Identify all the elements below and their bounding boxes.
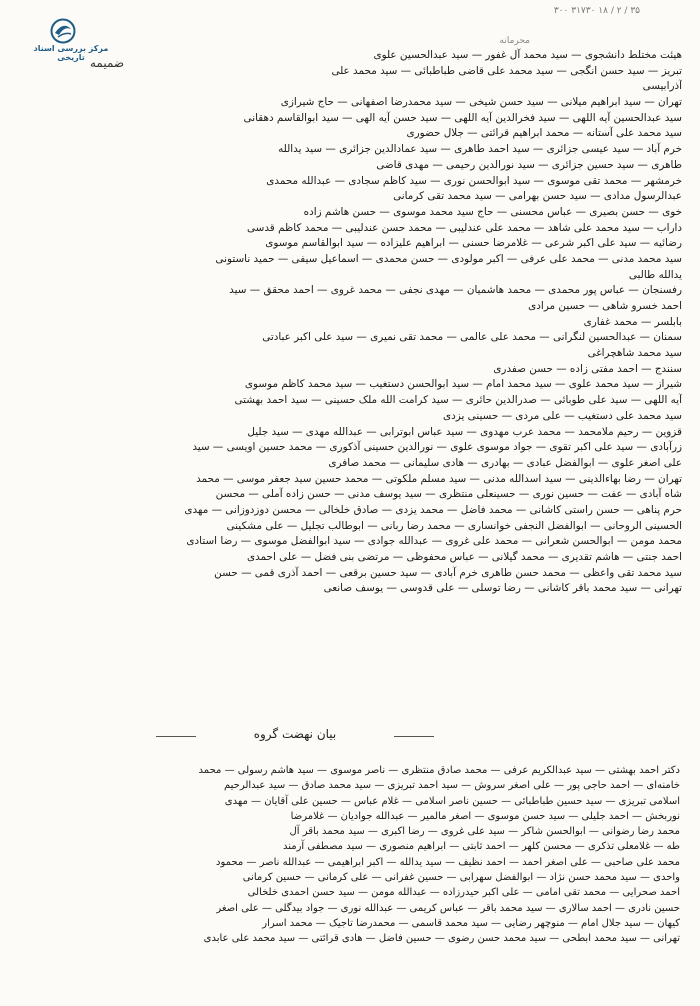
second-names-list	[34, 763, 680, 992]
header-reference-number: ۳۵ / ۲ / ۱۸ ۳۱۷۳۰ ۳۰۰	[553, 6, 640, 16]
archive-logo-icon	[50, 18, 76, 44]
corner-handwritten-mark: ضمیمه	[90, 56, 125, 70]
list-line: دکتر احمد بهشتی — سید عبدالکریم عرفی — محمد صادق منتظری — ناصر موسوی — سید هاشم رسولی — محمد	[198, 765, 680, 776]
archive-logo-text: مرکز بررسی اسناد تاریخی	[33, 44, 109, 62]
list-line: سمنان — عبدالحسین لنگرانی — محمد علی عالمی — محمد تقی نمیری — سید علی اکبر عبادتی	[262, 331, 682, 344]
list-line: سنندج — احمد مفتی زاده — حسن صفدری	[493, 362, 682, 375]
list-line: سید محمد علی آستانه — محمد ابراهیم قرائتی — جلال حضوری	[406, 127, 682, 140]
list-line: خرم آباد — سید عیسی جزائری — سید احمد طاهری — سید عمادالدین جزائری — سید یدالله	[278, 143, 682, 156]
list-line: تبریز — سید حسن انگجی — سید محمد علی قاضی طباطبائی — سید محمد علی	[331, 64, 682, 77]
list-line	[40, 676, 682, 692]
list-line: احمد صحرایی — محمد تقی امامی — علی اکبر حیدرزاده — عبدالله مومن — سید حسن احمدی خلخالی	[247, 887, 680, 899]
list-line	[40, 613, 682, 629]
list-line: خوی — حسن بصیری — عباس محسنی — حاج سید محمد موسوی — حسن هاشم زاده	[303, 205, 682, 218]
list-line: بابلسر — محمد غفاری	[583, 315, 682, 328]
list-line: عبدالرسول مدادی — سید حسن بهرامی — سید محمد تقی کرمانی	[393, 190, 682, 203]
list-line: تهران — سید ابراهیم میلانی — سید حسن شیخی — سید محمدرضا اصفهانی — حاج شیرازی	[280, 96, 682, 109]
list-line: حرم پناهی — حسن راستی کاشانی — محمد فاضل — محمد یزدی — صادق خلخالی — محسن دوزدوزانی — مهدی	[184, 503, 682, 516]
section-heading: بیان نهضت گروه	[200, 727, 390, 741]
list-line: محمد رضا رضوانی — ابوالحسن شاکر — سید علی غروی — رضا اکبری — سید محمد باقر آل	[289, 826, 680, 838]
list-line	[34, 962, 680, 977]
list-line: شاه آبادی — عفت — حسین نوری — حسینعلی منتظری — سید یوسف مدنی — حسن زاده آملی — محسن	[215, 488, 682, 501]
list-line: سید محمد علی دستغیب — علی مردی — حسینی یزدی	[442, 409, 682, 422]
list-line	[34, 947, 680, 962]
list-line	[40, 597, 682, 613]
list-line: واحدی — سید محمد حسن نژاد — ابوالفضل سهرابی — حسین غفرانی — علی کرمانی — حسین کرمانی	[242, 872, 680, 884]
list-line: تهرانی — سید محمد باقر کاشانی — رضا توسلی — علی قدوسی — یوسف صانعی	[323, 582, 682, 595]
list-line: تهران — رضا بهاءالدینی — سید اسدالله مدنی — سید مسلم ملکوتی — محمد حسین سید جعفر موسی — محمد	[196, 472, 682, 485]
list-line	[40, 660, 682, 676]
list-line: رضائیه — سید علی اکبر شرعی — غلامرضا حسنی — ابراهیم علیزاده — سید ابوالقاسم موسوی	[265, 237, 682, 250]
list-line: طه — غلامعلی تذکری — محسن کلهر — احمد ثابتی — ابراهیم منصوری — سید مصطفی آرمند	[282, 841, 680, 853]
list-line: داراب — سید محمد علی شاهد — محمد علی عندلیبی — محمد حسن عندلیبی — محمد کاظم قدسی	[246, 221, 682, 234]
list-line: خرمشهر — محمد تقی موسوی — سید ابوالحسن نوری — سید کاظم سجادی — عبدالله محمدی	[266, 174, 682, 187]
list-line: قزوین — رحیم ملامحمد — محمد عرب مهدوی — سید عباس ابوترابی — عبدالله مهدی — سید جلیل	[247, 425, 682, 438]
list-line	[40, 628, 682, 644]
list-line: الحسینی الروحانی — ابوالفضل النجفی خوانساری — محمد رضا ربانی — ابوطالب تجلیل — علی مشکینی	[226, 519, 682, 532]
list-line: سید عبدالحسین آیه اللهی — سید فخرالدین آیه اللهی — سید حسن آیه الهی — سید ابوالقاسم دهقانی	[243, 111, 682, 124]
list-line: زرآبادی — سید علی اکبر تقوی — جواد موسوی علوی — نورالدین حسینی آذکوری — محمد حسین اویسی — سید	[192, 441, 682, 454]
list-line	[40, 691, 682, 707]
list-line: طاهری — سید حسین جزائری — سید نورالدین رحیمی — مهدی قاضی	[376, 158, 682, 171]
list-line: تهرانی — سید محمد ابطحی — سید محمد حسن رضوی — حسین فاضل — هادی قرائتی — سید محمد علی عابدی	[203, 933, 680, 945]
list-line: یدالله طالبی	[628, 268, 682, 281]
list-line: آذرابیسی	[642, 80, 682, 93]
list-line: محمد مومن — ابوالحسن شعرانی — محمد علی غروی — عبدالله جوادی — سید ابوالفضل موسوی — رضا استادی	[186, 535, 682, 548]
list-line: شیراز — سید محمد علوی — سید محمد امام — سید ابوالحسن دستغیب — سید محمد کاظم موسوی	[244, 378, 682, 391]
list-line	[40, 644, 682, 660]
list-line: احمد خسرو شاهی — حسین مرادی	[528, 300, 682, 312]
list-line: حسین نادری — احمد سالاری — سید محمد باقر — عباس کریمی — عبدالله نوری — جواد بیدگلی — علی اصغر	[216, 902, 680, 914]
names-list	[40, 48, 682, 707]
list-line: محمد علی صاحبی — علی اصغر احمد — احمد نظیف — سید یدالله — اکبر ابراهیمی — عبدالله ناصر — محمود	[216, 856, 680, 868]
list-line: علی اصغر علوی — ابوالفضل عبادی — بهادری — هادی سلیمانی — محمد صافری	[328, 456, 682, 469]
list-line: رفسنجان — عباس پور محمدی — محمد هاشمیان — مهدی نجفی — محمد غروی — احمد محقق — سید	[229, 284, 682, 297]
header-faint-note: محرمانه	[499, 36, 530, 46]
list-line: سید محمد شاهچراغی	[587, 347, 682, 360]
list-line: نوربخش — احمد جلیلی — سید حسن موسوی — اصغر مالمیر — عبدالله جوادیان — غلامرضا	[290, 810, 680, 822]
list-line: خامنه‌ای — احمد حاجی پور — علی اصغر سروش — سید احمد تبریزی — سید محمد صادق — سید عبدالرحیم	[223, 780, 680, 792]
list-line: آیه اللهی — سید علی طوبائی — صدرالدین حائری — سید کرامت الله ملک حسینی — سید احمد بهشتی	[234, 394, 682, 407]
list-line	[34, 977, 680, 992]
list-line: سید محمد مدنی — محمد علی عرفی — اکبر مولودی — حسن محمدی — اسماعیل سیفی — حمید ناستونی	[215, 252, 682, 265]
list-line: سید محمد تقی واعظی — محمد حسن طاهری خرم آبادی — سید حسین برقعی — احمد آذری قمی — حسن	[214, 566, 682, 579]
list-line: هیئت مختلط دانشجوی — سید محمد آل غفور — سید عبدالحسین علوی	[373, 49, 682, 61]
list-line: کیهان — سید جلال امام — منوچهر رضایی — سید محمد قاسمی — محمدرضا تاجیک — محمد اسرار	[262, 917, 680, 929]
list-line: اسلامی تبریزی — سید حسین طباطبائی — حسین ناصر اسلامی — غلام عباس — حسین علی آقایان — مهدی	[224, 795, 680, 807]
list-line: احمد جنتی — هاشم تقدیری — محمد گیلانی — عباس محفوظی — مرتضی بنی فضل — علی احمدی	[246, 551, 682, 563]
